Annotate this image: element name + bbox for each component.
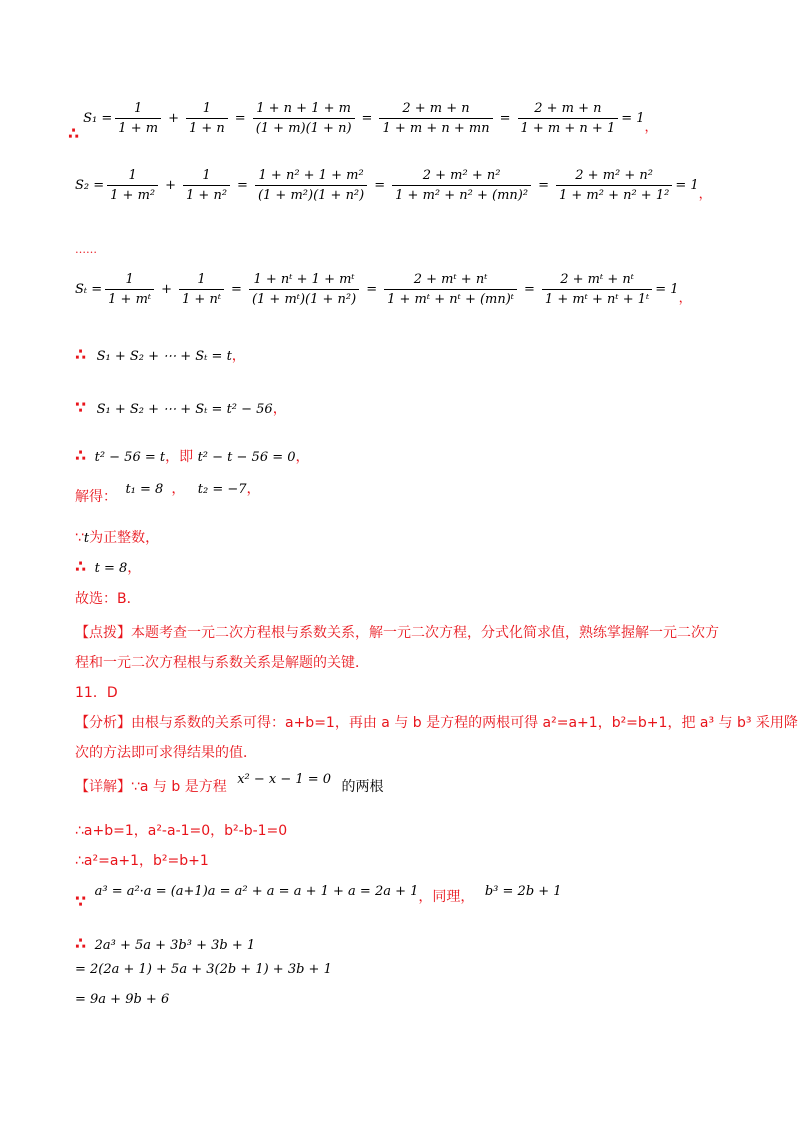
fraction: $\frac{\text{2 + m² + n²}}{\text{1 + m² + n² + 1²}}$ bbox=[556, 168, 672, 203]
equation-result: = 1 bbox=[675, 178, 699, 193]
fraction: $\frac{\text{2 + mᵗ + nᵗ}}{\text{1 + mᵗ + nᵗ + (mn)ᵗ}}$ bbox=[384, 272, 517, 307]
comma: ， bbox=[698, 187, 712, 202]
equation-result: = 1 bbox=[621, 111, 645, 126]
therefore-symbol: ∴ bbox=[68, 124, 80, 143]
expression-step-3: = 9a + 9b + 6 bbox=[75, 992, 170, 1007]
root-relations-2: ∴a²=a+1，b²=b+1 bbox=[75, 853, 209, 869]
fraction: $\frac{1}{\text{1 + m²}}$ bbox=[107, 168, 158, 203]
fraction: $\frac{2 + m + n}{1 + m + n + mn}$ bbox=[379, 101, 492, 136]
root-relations-1: ∴a+b=1，a²-a-1=0，b²-b-1=0 bbox=[75, 823, 288, 839]
fraction: $\frac{1}{1 + n}$ bbox=[186, 101, 228, 136]
ellipsis: …… bbox=[75, 243, 97, 256]
equation-lhs: S₁ = bbox=[83, 111, 113, 126]
expression-start: ∴ 2a³ + 5a + 3b³ + 3b + 1 bbox=[75, 934, 256, 953]
tip-paragraph-2: 程和一元二次方程根与系数关系是解题的关键． bbox=[75, 655, 369, 671]
fraction: $\frac{\text{1 + nᵗ + 1 + mᵗ}}{\text{(1 + mᵗ)(1 + n²)}}$ bbox=[249, 272, 359, 307]
fraction: $\frac{2 + m + n}{1 + m + n + 1}$ bbox=[518, 101, 619, 136]
sum-equals-t: ∴ S₁ + S₂ + ⋯ + Sₜ = t， bbox=[75, 345, 246, 364]
equation-s2: S₂ = $\frac{1}{\text{1 + m²}}$ + $\frac{1}{\text{1 + n²}}$ = $\frac{\text{1 + n² + 1 + m²}}{\text{(1 + m²)(1 + n²)}}$ = $\frac{\text{2 + m² + n²}}{\text{1 + m² + n² + (mn)²}}$ = $\frac{\text{2 + m² + n²}}{\text{1 + m² + n² + 1²}}$ = 1 ， bbox=[75, 168, 712, 203]
equation-st: Sₜ = $\frac{1}{\text{1 + mᵗ}}$ + $\frac{1}{\text{1 + nᵗ}}$ = $\frac{\text{1 + nᵗ + 1 + mᵗ}}{\text{(1 + mᵗ)(1 + n²)}}$ = $\frac{\text{2 + mᵗ + nᵗ}}{\text{1 + mᵗ + nᵗ + (mn)ᵗ}}$ = $\frac{\text{2 + mᵗ + nᵗ}}{\text{1 + mᵗ + nᵗ + 1ᵗ}}$ = 1 ， bbox=[75, 272, 692, 307]
t-equals-8: ∴ t = 8， bbox=[75, 557, 142, 576]
tip-paragraph-1: 【点拨】本题考查一元二次方程根与系数关系，解一元二次方程，分式化简求值，熟练掌握解一元二次方 bbox=[75, 625, 719, 641]
fraction: $\frac{1}{\text{1 + mᵗ}}$ bbox=[105, 272, 154, 307]
t-positive-integer: ∵t为正整数， bbox=[75, 530, 160, 546]
fraction: $\frac{\text{2 + mᵗ + nᵗ}}{\text{1 + mᵗ + nᵗ + 1ᵗ}}$ bbox=[542, 272, 652, 307]
equation-s1: ∴ S₁ = $\frac{1}{1 + m}$ + $\frac{1}{1 + n}$ = $\frac{1 + n + 1 + m}{(1 + m)(1 + n)}$ = $\frac{2 + m + n}{1 + m + n + mn}$ = $\frac{2 + m + n}{1 + m + n + 1}$ = 1 ， bbox=[68, 101, 658, 143]
fraction: $\frac{\text{2 + m² + n²}}{\text{1 + m² + n² + (mn)²}}$ bbox=[392, 168, 531, 203]
fraction: $\frac{1}{\text{1 + n²}}$ bbox=[183, 168, 230, 203]
quadratic-in-t: ∴ t² − 56 = t，即 t² − t − 56 = 0， bbox=[75, 446, 310, 465]
expression-step-2: = 2(2a + 1) + 5a + 3(2b + 1) + 3b + 1 bbox=[75, 962, 332, 977]
equation-lhs: S₂ = bbox=[75, 178, 105, 193]
comma: ， bbox=[678, 291, 692, 306]
sum-equals-t2-56: ∵ S₁ + S₂ + ⋯ + Sₜ = t² − 56， bbox=[75, 398, 287, 417]
analysis-paragraph-1: 【分析】由根与系数的关系可得：a+b=1，再由 a 与 b 是方程的两根可得 a²=a+1，b²=b+1，把 a³ 与 b³ 采用降 bbox=[75, 715, 798, 731]
equation-lhs: Sₜ = bbox=[75, 282, 103, 297]
fraction: $\frac{\text{1 + n² + 1 + m²}}{\text{(1 + m²)(1 + n²)}}$ bbox=[255, 168, 367, 203]
detail-heading: 【详解】∵a 与 b 是方程 x² − x − 1 = 0 的两根 bbox=[75, 772, 384, 795]
solutions: 解得： t₁ = 8 ， t₂ = −7， bbox=[75, 481, 261, 505]
fraction: $\frac{1 + n + 1 + m}{(1 + m)(1 + n)}$ bbox=[253, 101, 355, 136]
answer-choice: 故选：B． bbox=[75, 591, 141, 607]
fraction: $\frac{1}{\text{1 + nᵗ}}$ bbox=[179, 272, 224, 307]
comma: ， bbox=[644, 120, 658, 135]
fraction: $\frac{1}{1 + m}$ bbox=[115, 101, 161, 136]
cube-reduction: ∵ a³ = a²·a = (a+1)a = a² + a = a + 1 + a = 2a + 1，同理， b³ = 2b + 1 bbox=[75, 884, 562, 911]
equation-result: = 1 bbox=[655, 282, 679, 297]
analysis-paragraph-2: 次的方法即可求得结果的值． bbox=[75, 745, 257, 761]
question-11-answer: 11．D bbox=[75, 685, 118, 701]
